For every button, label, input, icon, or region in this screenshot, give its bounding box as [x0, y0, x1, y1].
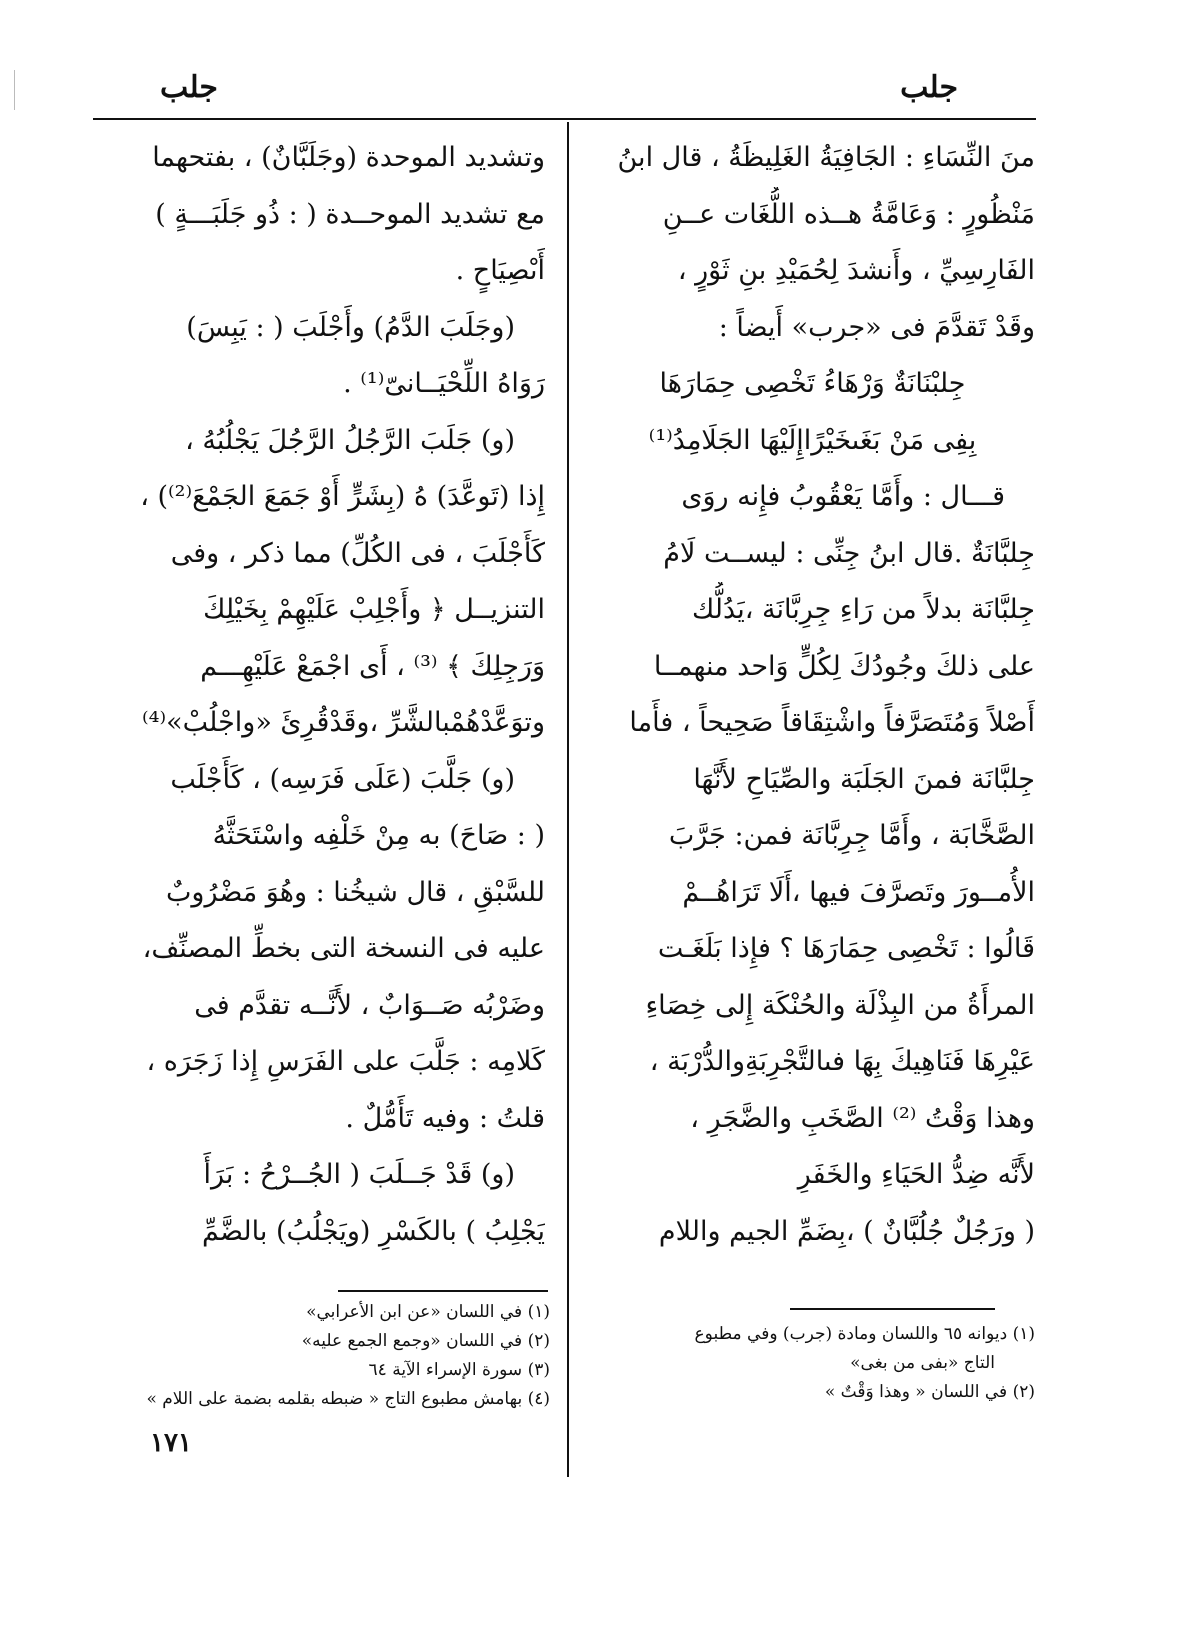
footnote: (٢) في اللسان « وهذا وَقْتٌ » [824, 1382, 1035, 1402]
footnotes-left [95, 1298, 550, 1414]
text-line: ( : صَاحَ) به مِنْ خَلْفِه واسْتَحَثَّهُ [212, 820, 545, 851]
footnote-rule-right [790, 1308, 995, 1310]
text-line: (وجَلَبَ الدَّمُ) وأَجْلَبَ ( : يَبِسَ) [186, 311, 515, 343]
verse-line: بِفِى مَنْ بَغَىخَيْرًاإِلَيْهَا الجَلَامِدُ⁽¹⁾ [648, 424, 977, 456]
text-line: ( ورَجُلٌ جُلُبَّانٌ ) ،بِضَمِّ الجيم واللام [658, 1215, 1035, 1247]
footnote: (١) في اللسان «عن ابن الأعرابي» [306, 1302, 550, 1322]
footnotes-right [580, 1320, 1035, 1407]
text-line: التنزيــل ﴿ وأَجْلِبْ عَلَيْهِمْ بِخَيْلِكَ [203, 594, 545, 625]
text-line: كَأَجْلَبَ ، فى الكُلِّ) مما ذكر ، وفى [170, 537, 545, 569]
text-line: مع تشديد الموحــدة ( : ذُو جَلَبَـــةٍ ) [155, 198, 545, 230]
text-line: الأُمــورَ وتَصرَّفَ فيها ،أَلَا تَرَاهُــمْ [682, 876, 1035, 908]
text-line: أَصْلاً وَمُتَصَرَّفاً واشْتِقَاقاً صَحِيحاً ، فأَما [629, 707, 1035, 738]
text-line: رَوَاهُ اللِّحْيَــانىّ⁽¹⁾ . [343, 368, 545, 399]
text-line: وتوَعَّدْهُمْبالشَّرِّ ،وقَدْقُرِئَ «واجْلُبْ»⁽⁴⁾ [142, 707, 545, 738]
text-line: وهذا وَقْتُ ⁽²⁾ الصَّخَبِ والضَّجَرِ ، [690, 1102, 1035, 1134]
footnote: (٣) سورة الإسراء الآية ٦٤ [368, 1360, 550, 1380]
running-header-left: جلب [160, 70, 218, 105]
text-line: (و) جَلَّبَ (عَلَى فَرَسِه) ، كَأَجْلَب [170, 763, 515, 795]
running-header-right: جلب [900, 70, 958, 105]
text-line: كَلامِه : جَلَّبَ على الفَرَسِ إِذا زَجَرَه ، [146, 1046, 545, 1077]
column-divider [567, 122, 569, 1477]
verse-line: جِلبْنَانَةٌ وَرْهَاءُ تَخْصِى حِمَارَهَا [659, 368, 966, 399]
text-line: وضَرْبُه صَــوَابٌ ، لأَنَّــه تقدَّم فى [194, 989, 545, 1021]
text-line: إِذا (تَوعَّدَ) هُ (بِشَرٍّ أَوْ جَمَعَ الجَمْعَ⁽²⁾) ، [140, 481, 545, 512]
text-line: (و) قَدْ جَــلَبَ ( الجُــرْحُ : بَرَأَ [203, 1159, 515, 1190]
text-line: عَيْرِهَا فَنَاهِيكَ بِهَا فىالتَّجْرِبَةِوالدُّرْبَة ، [649, 1046, 1035, 1077]
text-line: جِلبَّانَةٌ .قال ابنُ جِنِّى : ليســت لَامُ [663, 537, 1035, 569]
header-rule [93, 118, 1036, 120]
text-line: للسَّبْقِ ، قال شيخُنا : وهُوَ مَضْرُوبٌ [165, 876, 545, 908]
right-column [590, 130, 1035, 1260]
text-line: قـــال : وأَمَّا يَعْقُوبُ فإِنه روَى [681, 481, 1005, 512]
footnote-continuation: التاج «بفى من بغى» [850, 1353, 995, 1373]
text-line: (و) جَلَبَ الرَّجُلُ الرَّجُلَ يَجْلُبُهُ ، [185, 424, 515, 456]
left-column [95, 130, 545, 1260]
text-line: الفَارِسِيِّ ، وأَنشدَ لِحُمَيْدِ بنِ ثَوْرٍ ، [677, 255, 1035, 286]
text-line: يَجْلِبُ ) بالكَسْرِ (ويَجْلُبُ) بالضَّمِّ [202, 1215, 545, 1247]
text-line: على ذلكَ وجُودُكَ لِكُلٍّ وَاحد منهمــا [653, 650, 1035, 682]
text-line: الصَّخَّابَة ، وأَمَّا جِرِبَّانَة فمن: جَرَّبَ [668, 820, 1035, 851]
text-line: عليه فى النسخة التى بخطِّ المصنِّف، [142, 933, 545, 964]
footnote-rule-left [338, 1290, 548, 1292]
footnote: (٢) في اللسان «وجمع الجمع عليه» [301, 1331, 550, 1351]
scan-edge-mark [14, 70, 15, 110]
text-line: جِلبَّانَة فمنَ الجَلَبَة والصِّيَاحِ لأَنَّهَا [693, 763, 1035, 795]
text-line: المرأَةُ من البِذْلَة والحُنْكَة إِلى خِصَاءِ [645, 989, 1035, 1021]
text-line: مَنْظُورٍ : وَعَامَّةُ هــذه اللُّغَات عــنِ [662, 198, 1035, 230]
text-line: لأَنَّه ضِدُّ الحَيَاءِ والخَفَرِ [797, 1159, 1035, 1190]
page-number: ١٧١ [150, 1428, 192, 1458]
text-line: قلتُ : وفيه تَأَمُّلٌ . [345, 1102, 545, 1134]
text-line: جِلبَّانَة بدلاً من رَاءِ جِرِبَّانَة ،يَدُلُّك [692, 594, 1035, 625]
footnote: (١) ديوانه ٦٥ واللسان ومادة (جرب) وفي مطبوع [694, 1324, 1035, 1344]
text-line: وقَدْ تَقدَّمَ فى «جرب» أَيضاً : [718, 311, 1035, 343]
text-line: منَ النِّسَاءِ : الجَافِيَةُ الغَلِيظَةُ ، قال ابنُ [617, 142, 1035, 173]
text-line: وَرَجِلِكَ ﴾ ⁽³⁾ ، أَى اجْمَعْ عَلَيْهِـــم [200, 650, 545, 682]
text-line: وتشديد الموحدة (وجَلَبَّانٌ) ، بفتحهما [152, 142, 545, 173]
text-line: أَىْصِيَاحٍ . [455, 255, 545, 286]
text-line: قَالُوا : تَخْصِى حِمَارَهَا ؟ فإِذا بَلَغَـت [657, 933, 1035, 964]
footnote: (٤) بهامش مطبوع التاج « ضبطه بقلمه بضمة على اللام » [146, 1389, 550, 1409]
